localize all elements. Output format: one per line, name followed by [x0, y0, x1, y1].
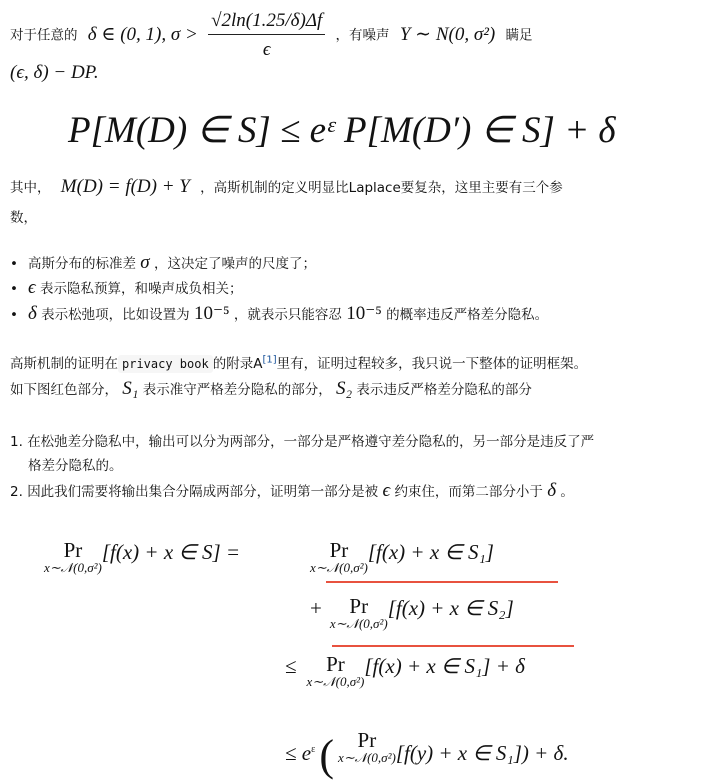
math: ) + δ. — [521, 741, 569, 765]
pr-subscript: x∼𝒩(0,σ²) — [329, 616, 388, 631]
list-item: • 高斯分布的标准差 σ ，这决定了噪声的尺度了； — [10, 252, 316, 273]
text: 因此我们需要将输出集合分隔成两部分，证明第一部分是被 — [27, 484, 379, 500]
text: 在松弛差分隐私中，输出可以分为两部分，一部分是严格遵守差分隐私的，另一部分是违反了严 — [27, 434, 595, 450]
text: 约束住，而第二部分小于 — [394, 484, 543, 500]
text: 的概率违反严格差分隐私。 — [386, 307, 549, 323]
proof-line-2 — [310, 596, 514, 630]
math: ε — [311, 744, 316, 755]
text: 高斯机制的证明在 — [10, 356, 118, 372]
display-equation: P[M(D) ∈ S] ≤ eᵋ P[M(D′) ∈ S] + δ — [68, 110, 616, 151]
text: 数， — [10, 210, 37, 226]
math: ϵ — [382, 480, 391, 501]
fraction — [208, 10, 325, 61]
item-number: 2. — [10, 484, 23, 500]
text: ，高斯机制的定义明显比Laplace要复杂，这里主要有三个参 — [200, 180, 563, 196]
text: 表示准守严格差分隐私的部分， — [142, 382, 332, 398]
text: 表示隐私预算，和噪声成负相关； — [39, 281, 243, 297]
fraction-numerator: √2ln(1.25/δ)Δf — [208, 10, 325, 35]
list-item: • δ 表示松弛项，比如设置为 10⁻⁵ ，就表示只能容忍 10⁻⁵ 的概率违反严格差分隐私。 — [10, 303, 549, 324]
proof-line-3 — [285, 654, 525, 688]
math: [f(y) + x ∈ S₁] — [395, 741, 522, 765]
reference-link[interactable]: [1] — [262, 354, 277, 366]
math: σ — [140, 252, 150, 273]
math: [f(x) + x ∈ S₂] — [387, 596, 514, 620]
pr-operator: Pr — [63, 538, 83, 562]
text: ，就表示只能容忍 — [233, 307, 342, 323]
text: 。 — [560, 484, 574, 500]
list-item: • ϵ 表示隐私预算，和噪声成负相关； — [10, 277, 243, 298]
text: 瞒足 — [505, 27, 533, 44]
math: S₁ — [122, 378, 139, 399]
math: ϵ — [28, 277, 36, 298]
math: [f(x) + x ∈ S] = — [101, 540, 241, 564]
fraction-denominator: ϵ — [262, 39, 271, 60]
text: 高斯分布的标准差 — [28, 256, 136, 272]
leq: ≤ — [285, 654, 297, 678]
math: 10⁻⁵ — [346, 303, 382, 324]
pr-subscript: x∼𝒩(0,σ²) — [306, 674, 365, 689]
math: S₂ — [336, 378, 353, 399]
pr-operator: Pr — [326, 652, 345, 676]
proof-line-1-rhs — [310, 540, 494, 574]
ordered-item — [10, 430, 594, 450]
math: [f(x) + x ∈ S₁] — [367, 540, 494, 564]
math-noise: Y ∼ N(0, σ²) — [399, 23, 496, 45]
pr-operator: Pr — [357, 728, 377, 752]
plus: + — [310, 596, 322, 620]
pr-subscript: x∼𝒩(0,σ²) — [44, 560, 102, 575]
pr-subscript: x∼𝒩(0,σ²) — [310, 560, 368, 575]
math-dp: (ϵ, δ) − DP. — [10, 62, 99, 83]
red-underline — [326, 581, 558, 583]
paragraph-condition — [10, 10, 533, 61]
inline-code: privacy book — [118, 355, 213, 373]
text: 的附录A — [212, 356, 263, 372]
math: ≤ e — [285, 741, 312, 765]
pr-subscript: x∼𝒩(0,σ²) — [337, 750, 396, 765]
text: 表示违反严格差分隐私的部分 — [356, 382, 532, 398]
text: 里有，证明过程较多，我只说一下整体的证明框架。 — [276, 356, 588, 372]
math: δ — [547, 480, 557, 501]
pr-operator: Pr — [349, 594, 369, 618]
pr-operator: Pr — [329, 538, 349, 562]
text: ，有噪声 — [335, 27, 390, 44]
paragraph-proof — [10, 352, 587, 372]
math-mechanism: M(D) = f(D) + Y — [60, 176, 190, 197]
math: [f(x) + x ∈ S₁] + δ — [364, 654, 525, 678]
text: 其中， — [10, 180, 51, 196]
math: δ — [28, 303, 37, 324]
math: 10⁻⁵ — [193, 303, 230, 324]
text: 格差分隐私的。 — [28, 458, 123, 474]
ordered-item — [10, 480, 574, 502]
text: 表示松弛项，比如设置为 — [41, 307, 190, 323]
text: 如下图红色部分， — [10, 382, 118, 398]
proof-line-4 — [285, 730, 569, 781]
text: ，这决定了噪声的尺度了； — [153, 256, 316, 272]
math-delta-sigma: δ ∈ (0, 1), σ > — [87, 23, 198, 45]
red-underline — [332, 645, 574, 647]
item-number: 1. — [10, 434, 23, 450]
paren: ( — [319, 731, 334, 780]
text: 对于任意的 — [10, 27, 78, 44]
paragraph-definition — [10, 176, 563, 198]
paragraph-proof-2 — [10, 378, 532, 400]
proof-line-1-lhs — [44, 540, 240, 574]
